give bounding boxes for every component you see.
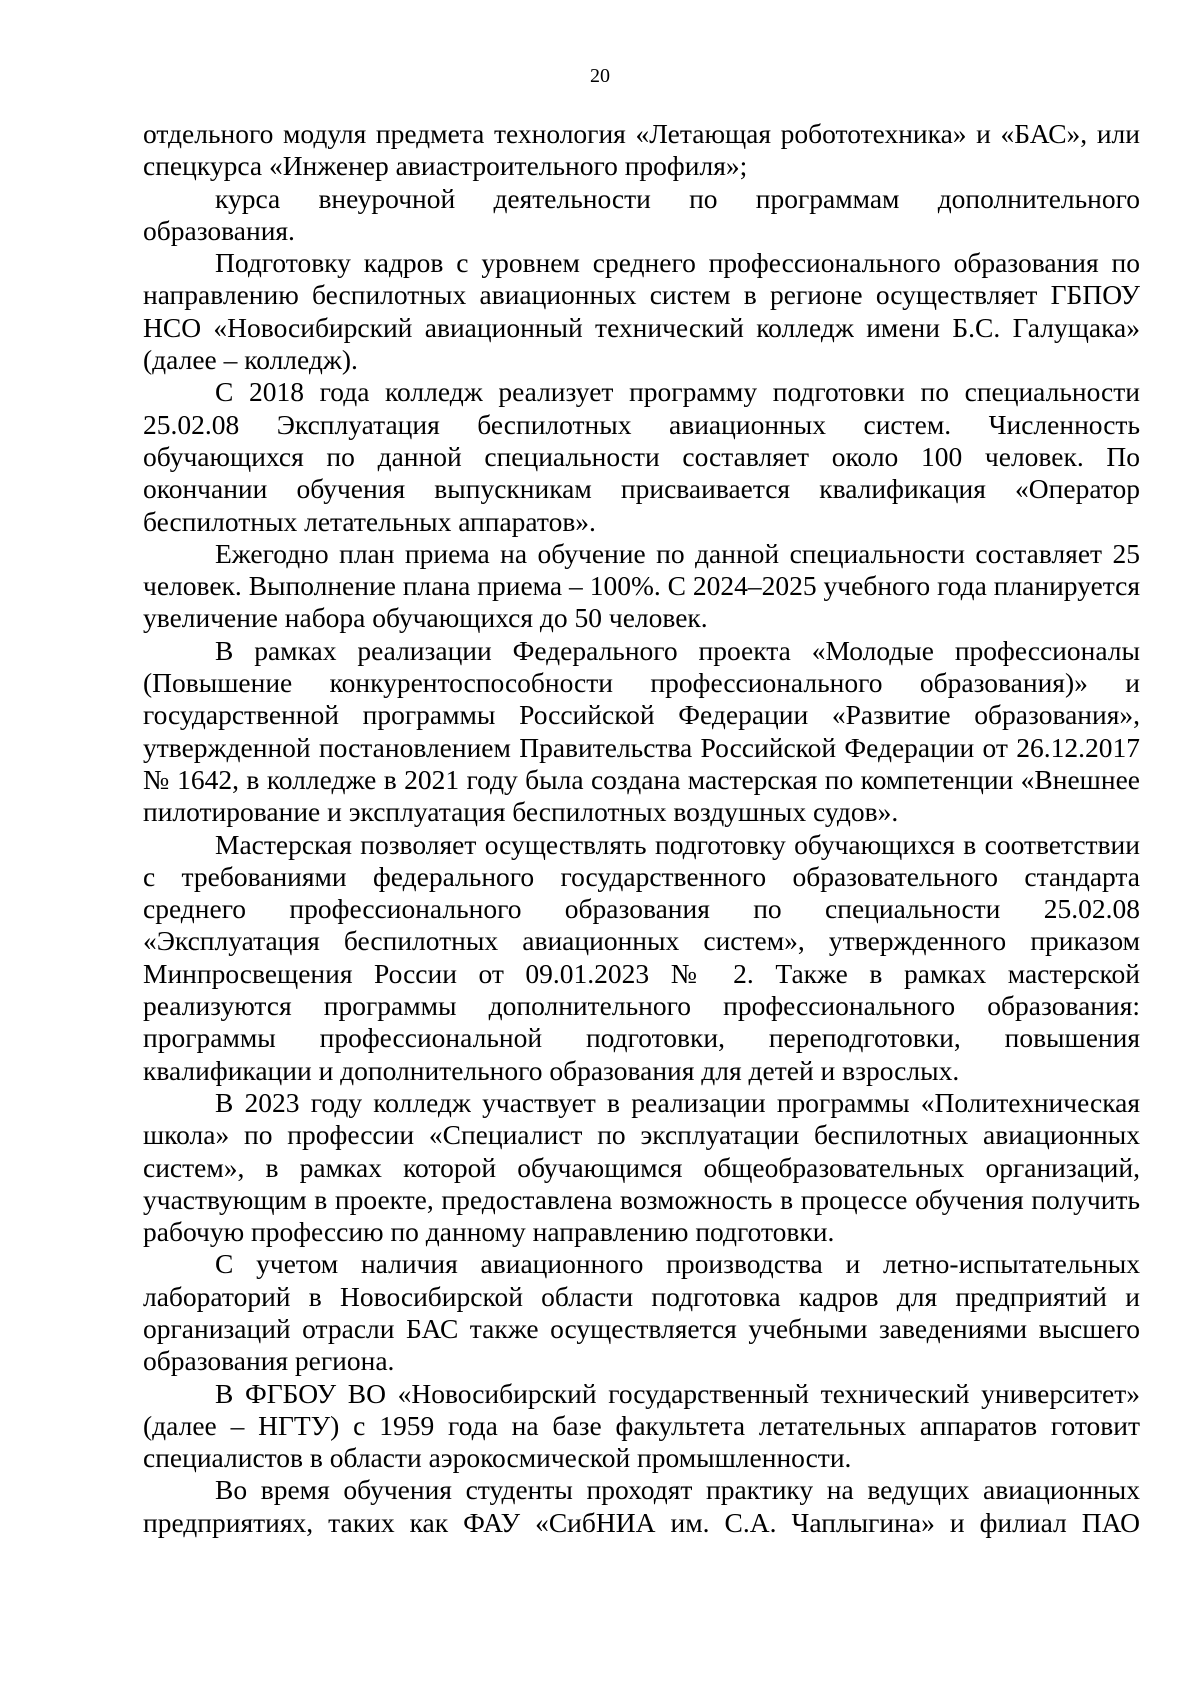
- paragraph-specialty-program: С 2018 года колледж реализует программу подготовки по специальности 25.02.08 Эксплуатация беспилотных авиационных систем. Численность обучающихся по данной специальности составляет около 100 человек. По окончании обучения выпускникам присваивается квалификация «Оператор беспилотных летательных аппаратов».: [143, 376, 1140, 537]
- paragraph-admission-plan: Ежегодно план приема на обучение по данной специальности составляет 25 человек. Выполнение плана приема – 100%. С 2024–2025 учебного года планируется увеличение набора обучающихся до 50 человек.: [143, 537, 1140, 634]
- paragraph-continued-list-item: отдельного модуля предмета технология «Летающая робототехника» и «БАС», или спецкурса «Инженер авиастроительного профиля»;: [143, 118, 1140, 182]
- document-body: [143, 118, 1140, 1539]
- paragraph-workshop: Мастерская позволяет осуществлять подготовку обучающихся в соответствии с требованиями федерального государственного образовательного стандарта среднего профессионального образования по специальности 25.02.08 «Эксплуатация беспилотных авиационных систем», утвержденного приказом Минпросвещения России от 09.01.2023 № 2. Также в рамках мастерской реализуются программы дополнительного профессионального образования: программы профессиональной подготовки, переподготовки, повышения квалификации и дополнительного образования для детей и взрослых.: [143, 828, 1140, 1086]
- page-number: 20: [590, 65, 610, 87]
- paragraph-ngtu: В ФГБОУ ВО «Новосибирский государственный технический университет» (далее – НГТУ) с 1959 года на базе факультета летательных аппаратов готовит специалистов в области аэрокосмической промышленности.: [143, 1377, 1140, 1474]
- paragraph-higher-education: С учетом наличия авиационного производства и летно-испытательных лабораторий в Новосибирской области подготовка кадров для предприятий и организаций отрасли БАС также осуществляется учебными заведениями высшего образования региона.: [143, 1248, 1140, 1377]
- paragraph-college-training: Подготовку кадров с уровнем среднего профессионального образования по направлению беспилотных авиационных систем в регионе осуществляет ГБПОУ НСО «Новосибирский авиационный технический колледж имени Б.С. Галущака» (далее – колледж).: [143, 247, 1140, 376]
- paragraph-practice: Во время обучения студенты проходят практику на ведущих авиационных предприятиях, таких как ФАУ «СибНИА им. С.А. Чаплыгина» и филиал ПАО: [143, 1474, 1140, 1538]
- paragraph-polytechnic-school: В 2023 году колледж участвует в реализации программы «Политехническая школа» по профессии «Специалист по эксплуатации беспилотных авиационных систем», в рамках которой обучающимся общеобразовательных организаций, участвующим в проекте, предоставлена возможность в процессе обучения получить рабочую профессию по данному направлению подготовки.: [143, 1086, 1140, 1248]
- paragraph-federal-project: В рамках реализации Федерального проекта «Молодые профессионалы (Повышение конкурентоспособности профессионального образования)» и государственной программы Российской Федерации «Развитие образования», утвержденной постановлением Правительства Российской Федерации от 26.12.2017 № 1642, в колледже в 2021 году была создана мастерская по компетенции «Внешнее пилотирование и эксплуатация беспилотных воздушных судов».: [143, 634, 1140, 828]
- paragraph-list-item-course: курса внеурочной деятельности по программам дополнительного образования.: [143, 182, 1140, 246]
